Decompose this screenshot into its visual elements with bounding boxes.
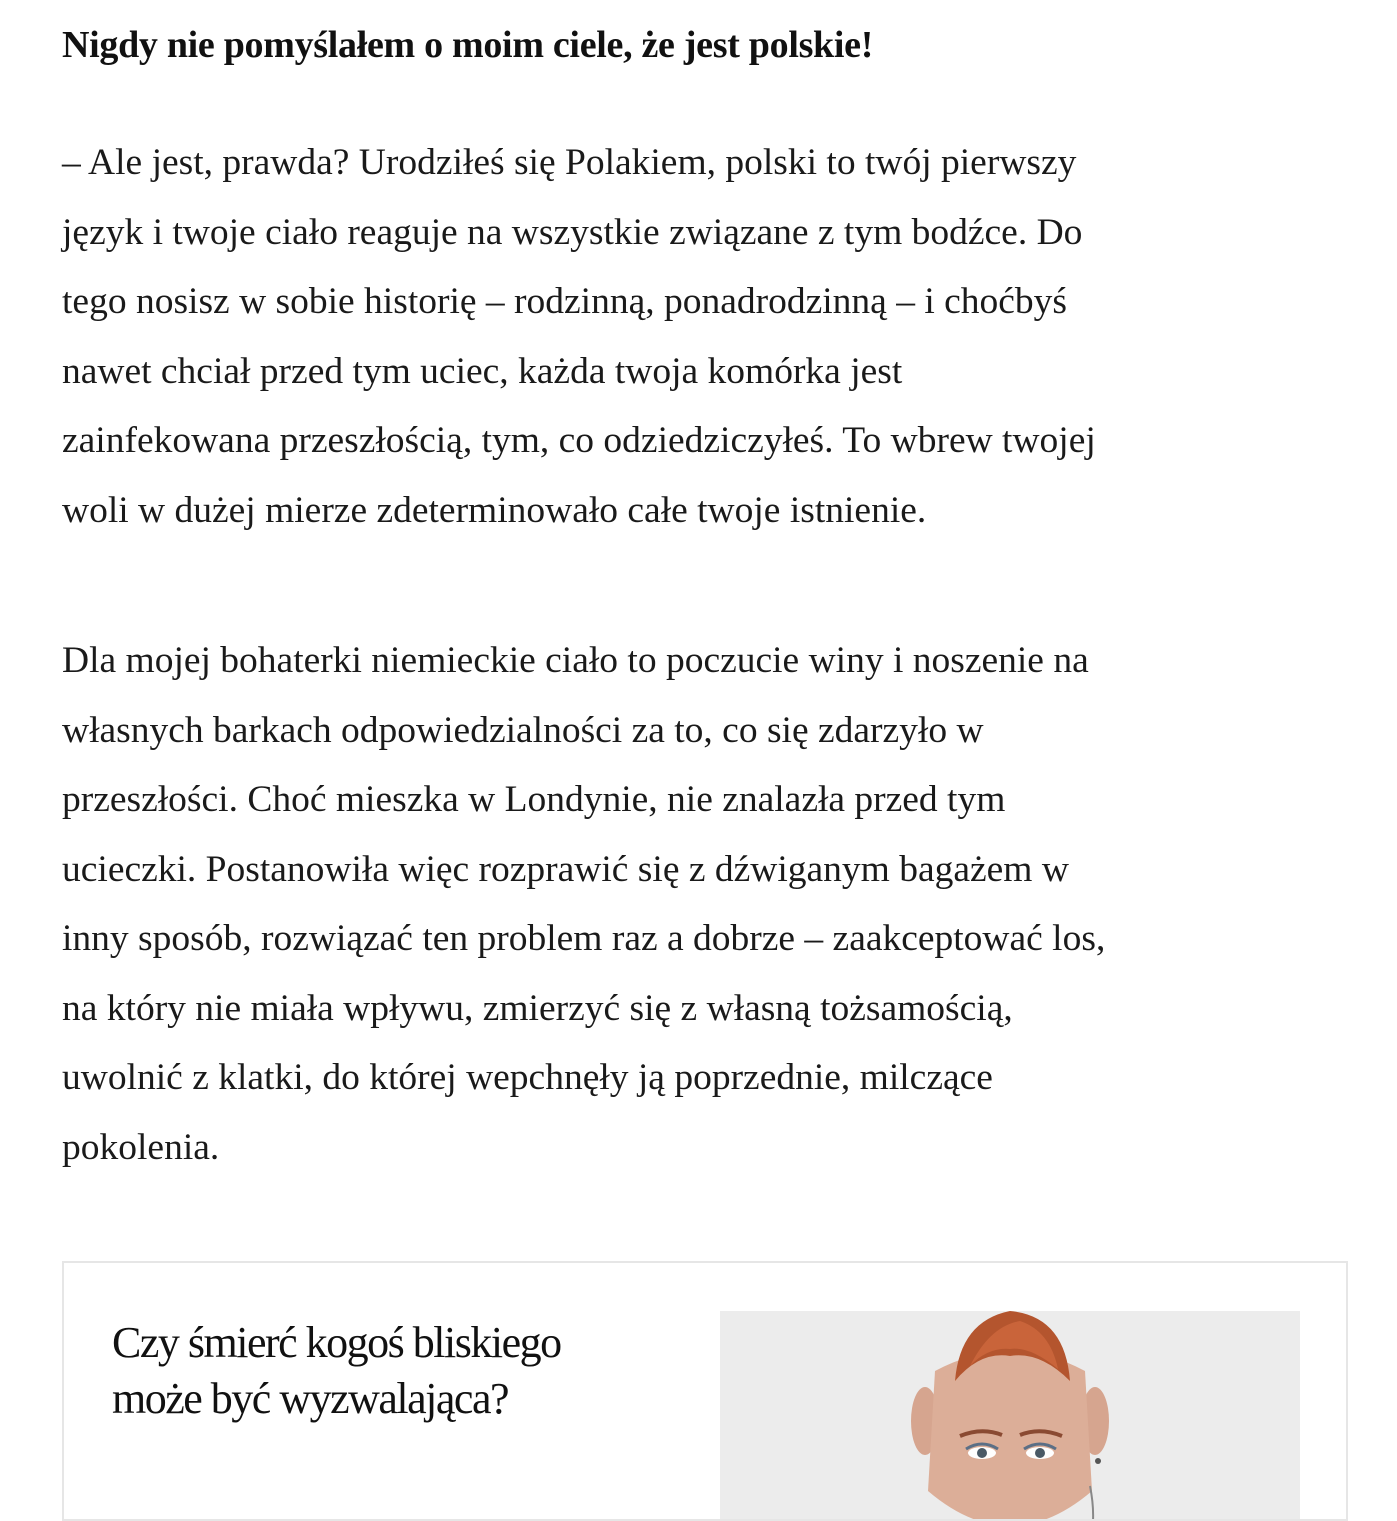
paragraph-line: własnych barkach odpowiedzialności za to, co się zdarzyło w [62, 709, 984, 751]
paragraph-line: pokolenia. [62, 1126, 220, 1168]
answer-line: – Ale jest, prawda? Urodziłeś się Polakiem, polski to twój pierwszy [62, 142, 1077, 183]
related-article-card[interactable] [62, 1261, 1348, 1521]
answer-paragraph [62, 128, 1352, 545]
related-title-line[interactable]: może być wyzwalająca? [112, 1374, 509, 1423]
paragraph-line: Dla mojej bohaterki niemieckie ciało to poczucie winy i noszenie na [62, 640, 1089, 681]
paragraph-line: inny sposób, rozwiązać ten problem raz a dobrze – zaakceptować los, [62, 918, 1106, 959]
related-article-title[interactable] [112, 1315, 672, 1427]
related-title-line[interactable]: Czy śmierć kogoś bliskiego [112, 1318, 561, 1367]
paragraph-line: przeszłości. Choć mieszka w Londynie, nie znalazła przed tym [62, 779, 1006, 820]
paragraph-line: ucieczki. Postanowiła więc rozprawić się z dźwiganym bagażem w [62, 848, 1069, 890]
paragraph-line: na który nie miała wpływu, zmierzyć się z własną tożsamością, [62, 987, 1013, 1029]
answer-line: nawet chciał przed tym uciec, każda twoja komórka jest [62, 350, 903, 392]
answer-line: zainfekowana przeszłością, tym, co odziedziczyłeś. To wbrew twojej [62, 420, 1096, 461]
portrait-image [720, 1311, 1300, 1521]
answer-line: woli w dużej mierze zdeterminowało całe twoje istnienie. [62, 489, 927, 531]
body-paragraph [62, 626, 1352, 1182]
interview-question: Nigdy nie pomyślałem o moim ciele, że jest polskie! [62, 24, 874, 66]
answer-line: język i twoje ciało reaguje na wszystkie związane z tym bodźce. Do [62, 211, 1083, 253]
paragraph-line: uwolnić z klatki, do której wepchnęły ją poprzednie, milczące [62, 1057, 993, 1098]
answer-line: tego nosisz w sobie historię – rodzinną, ponadrodzinną – i choćbyś [62, 281, 1067, 322]
related-article-image[interactable] [720, 1311, 1300, 1521]
